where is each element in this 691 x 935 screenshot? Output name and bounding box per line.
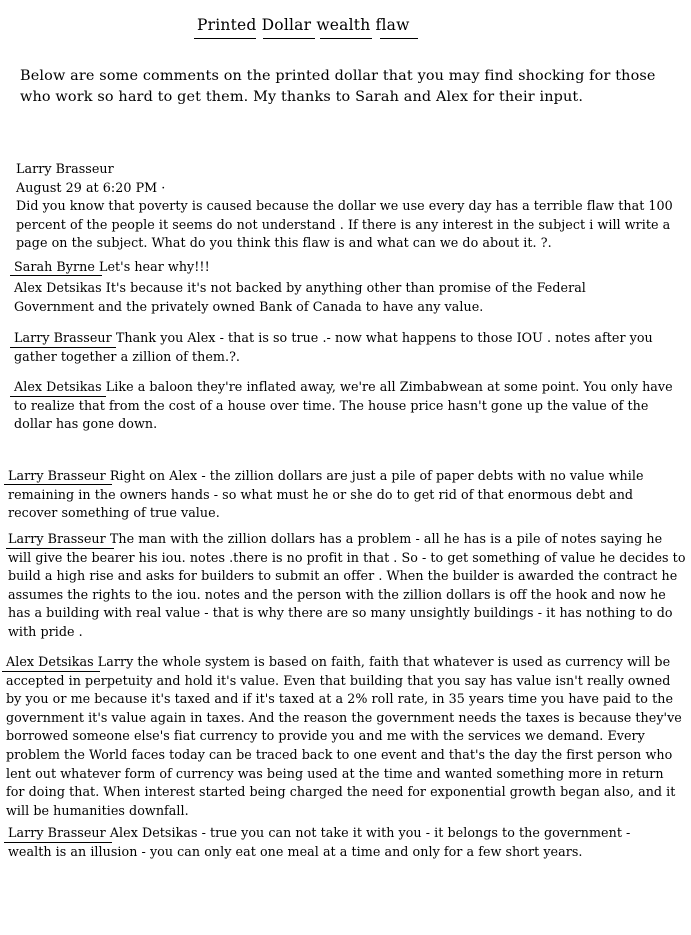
comment-post [14, 378, 686, 434]
author-underline [10, 347, 116, 348]
title-word: wealth [316, 16, 371, 34]
title-word: flaw [375, 16, 410, 34]
title-word: Dollar [261, 16, 312, 34]
comment-author: Sarah Byrne [14, 259, 95, 274]
comment-text: The man with the zillion dollars has a problem - all he has is a pile of notes saying he will give the bearer his iou. notes .there is no profit in that . So - to get something of value he decides to build a high rise and asks for builders to submit an offer . When the builder is awarded the contract he assumes the rights to the iou. notes and the person with the zillion dollars is off the hook and now he has a building with real value - that is why there are so many unsightly buildings - it has nothing to do with pride . [8, 531, 686, 639]
comment-author: Alex Detsikas [6, 654, 94, 669]
author-underline [2, 671, 100, 672]
title-underline [320, 38, 372, 39]
comment-text: Alex Detsikas - true you can not take it with you - it belongs to the government - wealth is an illusion - you can only eat one meal at a time and only for a few short years. [8, 825, 631, 859]
comment-text: Larry the whole system is based on faith, faith that whatever is used as currency will be accepted in perpetuity and hold it's value. Even that building that you say has value isn't really owned by you or me because it's taxed and if it's taxed at a 2% roll rate, in 35 years time you have paid to the government it's value again in taxes. And the reason the government needs the taxes is because they've borrowed someone else's fiat currency to provide you and me with the services we demand. Every problem the World faces today can be traced back to one event and that's the day the first person who lent out whatever form of currency was being used at the time and wanted something more in return for doing that. When interest started being charged the need for exponential growth began also, and it will be humanities downfall. [6, 654, 682, 818]
comment-author: Larry Brasseur [8, 531, 106, 546]
author-underline [4, 842, 112, 843]
author-underline [10, 275, 102, 276]
comment-post [14, 279, 664, 316]
comment-post [8, 467, 678, 523]
author-underline [6, 548, 114, 549]
comment-text: Did you know that poverty is caused because the dollar we use every day has a terrible flaw that 100 percent of the people it seems do not understand . If there is any interest in the subject i will write a page on the subject. What do you think this flaw is and what can we do about it. ?. [16, 198, 673, 251]
comment-post [8, 530, 686, 642]
intro-paragraph: Below are some comments on the printed dollar that you may find shocking for those who work so hard to get them. My thanks to Sarah and Alex for their input. [20, 68, 656, 105]
title-word: Printed [197, 16, 257, 34]
comment-text: Like a baloon they're inflated away, we're all Zimbabwean at some point. You only have to realize that from the cost of a house over time. The house price hasn't gone up the value of the dollar has gone down. [14, 379, 673, 432]
comment-post [16, 160, 686, 253]
comment-author: Alex Detsikas [14, 379, 102, 394]
comment-author: Larry Brasseur [16, 161, 114, 176]
title-underline [194, 38, 256, 39]
title-underline [380, 38, 418, 39]
comment-text: It's because it's not backed by anything other than promise of the Federal Government and the privately owned Bank of Canada to have any value. [14, 280, 586, 314]
author-underline [4, 484, 112, 485]
comment-post [6, 653, 686, 820]
comment-author: Larry Brasseur [8, 468, 106, 483]
title-underline [263, 38, 315, 39]
comment-date: August 29 at 6:20 PM · [16, 179, 166, 195]
comment-author: Larry Brasseur [8, 825, 106, 840]
comment-text: Thank you Alex - that is so true .- now what happens to those IOU . notes after you gather together a zillion of them.?. [14, 330, 653, 364]
author-underline [10, 396, 106, 397]
comment-author: Larry Brasseur [14, 330, 112, 345]
comment-post [14, 258, 684, 277]
comment-text: Let's hear why!!! [94, 259, 210, 274]
comment-author: Alex Detsikas [14, 280, 102, 295]
page-title [197, 16, 437, 40]
comment-text: Right on Alex - the zillion dollars are just a pile of paper debts with no value while remaining in the owners hands - so what must he or she do to get rid of that enormous debt and recover something of true value. [8, 468, 644, 521]
